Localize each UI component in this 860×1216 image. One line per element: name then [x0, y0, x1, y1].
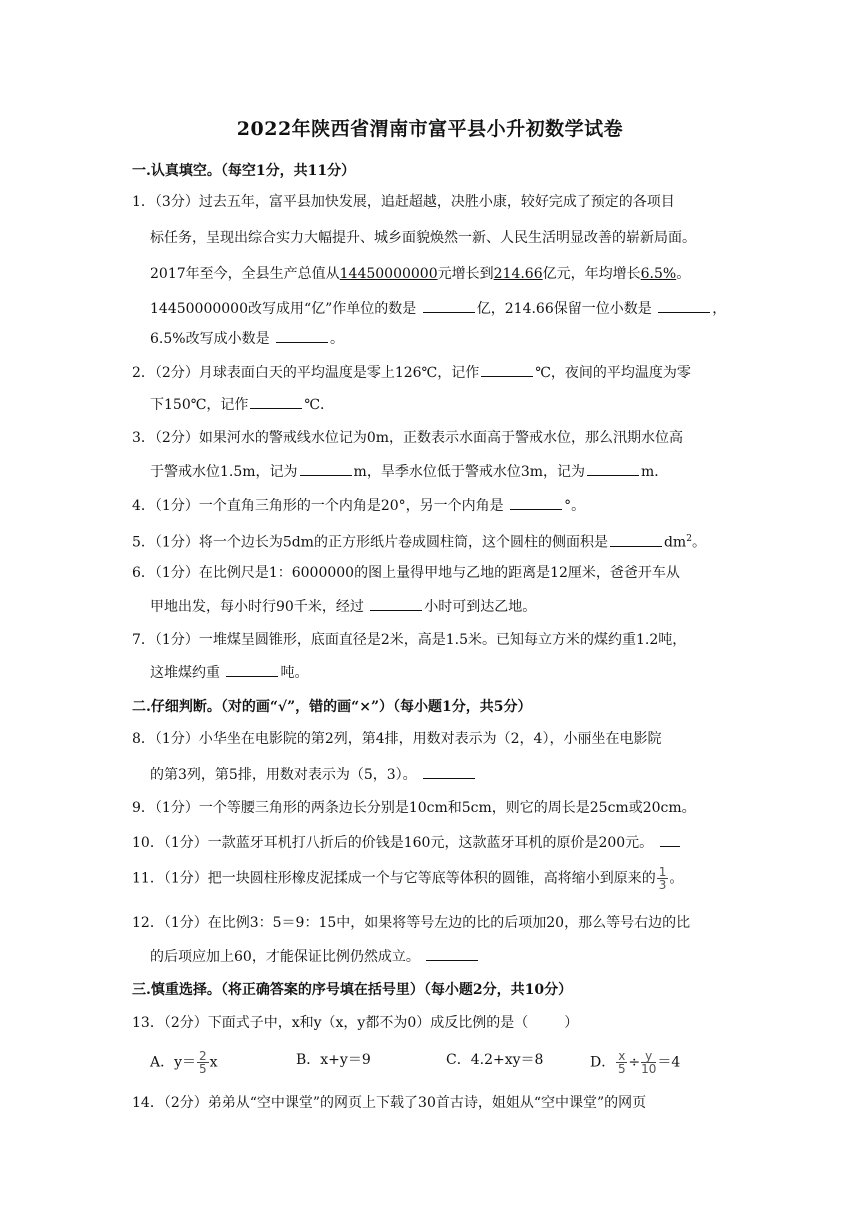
- answer-blank[interactable]: [226, 662, 278, 677]
- underlined-value: 214.66: [493, 266, 543, 282]
- question-5: 5．（1分）将一个边长为5dm的正方形纸片卷成圆柱筒，这个圆柱的侧面积是 $dm^2$。: [132, 529, 706, 553]
- question-4: 4．（1分）一个直角三角形的一个内角是20°，另一个内角是 °。: [132, 495, 585, 516]
- question-14-line-1: 14．（2分）弟弟从“空中课堂”的网页上下载了30首古诗，姐姐从“空中课堂”的网页: [132, 1095, 647, 1111]
- question-1-line-1: 1．（3分）过去五年，富平县加快发展，追赶超越，决胜小康，较好完成了预定的各项目: [132, 194, 675, 210]
- answer-blank[interactable]: [587, 461, 639, 476]
- answer-blank[interactable]: [426, 946, 478, 961]
- question-6-line-2: 甲地出发，每小时行90千米，经过 小时可到达乙地。: [150, 596, 536, 617]
- question-12-line-1: 12．（1分）在比例3：5＝9：15中，如果将等号左边的比的后项加20，那么等号右边的比: [132, 915, 691, 931]
- answer-blank[interactable]: [250, 394, 302, 409]
- question-7-line-1: 7．（1分）一堆煤呈圆锥形，底面直径是2米，高是1.5米。已知每立方米的煤约重1.2吨，: [132, 632, 687, 648]
- underlined-value: 14450000000: [339, 266, 438, 282]
- page-title: 2022年陕西省渭南市富平县小升初数学试卷: [236, 118, 624, 140]
- answer-blank[interactable]: [423, 764, 475, 779]
- option-d[interactable]: D． $\frac{x}{5}$ ÷ $\frac{y}{10}$ ＝4: [590, 1049, 681, 1076]
- question-8-line-2: 的第3列，第5排，用数对表示为（5，3）。: [150, 764, 477, 785]
- answer-blank[interactable]: [300, 461, 352, 476]
- question-13-stem: 13．（2分）下面式子中，x和y（x，y都不为0）成反比例的是（ ）: [132, 1015, 579, 1031]
- answer-blank[interactable]: [423, 298, 475, 313]
- question-11: 11．（1分）把一块圆柱形橡皮泥揉成一个与它等底等体积的圆锥，高将缩小到原来的 $\frac{1}{3}$ 。: [132, 865, 684, 892]
- answer-blank[interactable]: [510, 495, 562, 510]
- fraction-y-over-10: $\frac{y}{10}$: [641, 1049, 657, 1076]
- section-heading-fill-blanks: 一.认真填空。（每空1分，共11分）: [132, 163, 356, 179]
- fraction-one-third: $\frac{1}{3}$: [658, 865, 667, 892]
- section-heading-true-false: 二.仔细判断。（对的画“√”，错的画“×”）（每小题1分，共5分）: [132, 699, 532, 715]
- answer-blank[interactable]: [660, 832, 680, 847]
- answer-blank[interactable]: [610, 532, 662, 547]
- question-2-line-2: 下150℃，记作 ℃．: [150, 394, 334, 415]
- question-3-line-2: 于警戒水位1.5m，记为 m，旱季水位低于警戒水位3m，记为 m．: [150, 461, 668, 482]
- question-2-line-1: 2．（2分）月球表面白天的平均温度是零上126℃，记作 ℃，夜间的平均温度为零: [132, 362, 691, 383]
- answer-blank[interactable]: [481, 362, 533, 377]
- question-7-line-2: 这堆煤约重 吨。: [150, 662, 308, 683]
- section-heading-multiple-choice: 三.慎重选择。（将正确答案的序号填在括号里）（每小题2分，共10分）: [132, 982, 573, 998]
- option-c[interactable]: C．4.2+xy＝8: [446, 1052, 544, 1068]
- question-12-line-2: 的后项应加上60，才能保证比例仍然成立。: [150, 946, 480, 967]
- question-1-line-2: 标任务，呈现出综合实力大幅提升、城乡面貌焕然一新、人民生活明显改善的崭新局面。: [150, 230, 696, 246]
- question-10: 10．（1分）一款蓝牙耳机打八折后的价钱是160元，这款蓝牙耳机的原价是200元。: [132, 832, 682, 853]
- option-a[interactable]: A．y＝ $\frac{2}{5}$ x: [150, 1049, 218, 1076]
- question-3-line-1: 3．（2分）如果河水的警戒线水位记为0m，正数表示水面高于警戒水位，那么汛期水位高: [132, 430, 683, 446]
- answer-blank[interactable]: [276, 328, 328, 343]
- question-6-line-1: 6．（1分）在比例尺是1：6000000的图上量得甲地与乙地的距离是12厘米，爸爸开车从: [132, 565, 680, 581]
- question-1-line-3: 2017年至今，全县生产总值从14450000000元增长到214.66亿元，年均增长6.5%。: [150, 266, 691, 282]
- underlined-value: 6.5%: [640, 266, 677, 282]
- question-1-line-4: 14450000000改写成用“亿”作单位的数是 亿，214.66保留一位小数是 ，: [150, 298, 726, 319]
- answer-blank[interactable]: [370, 596, 422, 611]
- fraction-x-over-5: $\frac{x}{5}$: [617, 1049, 626, 1076]
- answer-blank[interactable]: [658, 298, 710, 313]
- question-1-line-5: 6.5%改写成小数是 。: [150, 328, 344, 349]
- option-b[interactable]: B．x+y＝9: [296, 1052, 371, 1068]
- fraction-two-fifths: $\frac{2}{5}$: [199, 1049, 207, 1076]
- question-8-line-1: 8．（1分）小华坐在电影院的第2列，第4排，用数对表示为（2，4），小丽坐在电影院: [132, 731, 662, 747]
- question-9: 9．（1分）一个等腰三角形的两条边长分别是10cm和5cm，则它的周长是25cm或20cm。: [132, 800, 696, 816]
